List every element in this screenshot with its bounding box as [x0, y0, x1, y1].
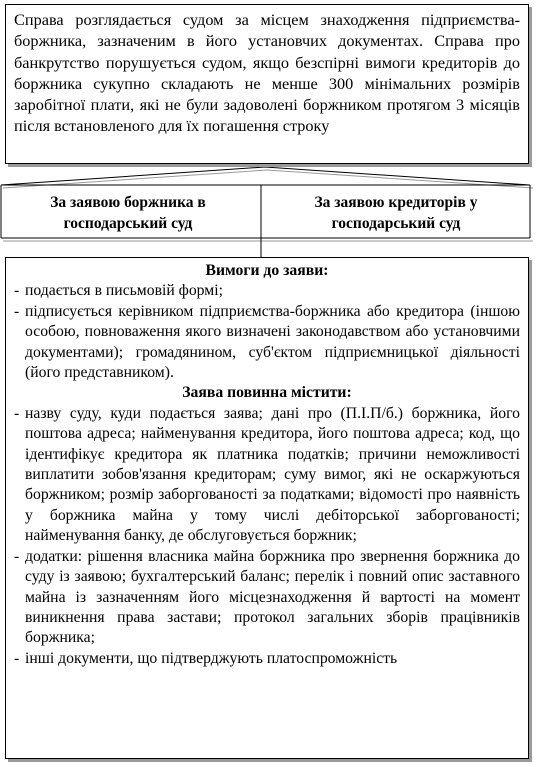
- list-item: - підписується керівником підприємства-боржника або кредитора (іншою особою, повноваження якого визначені законодавством або установчими документами); громадянином, суб'єктом підприємницької діяльності (його представником).: [14, 302, 520, 382]
- list-item: - додатки: рішення власника майна боржника про звернення боржника до суду із заявою; бухгалтерський баланс; перелік і повний опис заставного майна із зазначенням його місцезнаходження й вартості на момент виникнення права застави; протокол загальних зборів працівників боржника;: [14, 547, 520, 647]
- content-list: [14, 404, 520, 669]
- application-requirements-box: [5, 257, 529, 759]
- list-item: - інші документи, що підтверджують платоспроможність: [14, 649, 398, 667]
- requirements-list: [14, 281, 520, 383]
- bankruptcy-conditions-text: Справа розглядається судом за місцем знаходження підприємства-боржника, зазначеним в його установчих документах. Справа про банкрутство порушується судом, якщо безспірні вимоги кредиторів до боржника сукупно складають не менше 300 мінімальних розмірів заробітної плати, які не були задоволені боржником протягом 3 місяців після встановленого для їх погашення строку: [14, 10, 520, 136]
- requirements-heading: Вимоги до заяви:: [205, 262, 329, 279]
- list-item: - подається в письмовій формі;: [14, 282, 223, 300]
- debtor-application-label: За заявою боржника в господарський суд: [50, 194, 206, 232]
- content-heading: Заява повинна містити:: [182, 384, 352, 402]
- creditors-application-label: За заявою кредиторів у господарський суд: [314, 194, 478, 232]
- bankruptcy-conditions-box: [5, 4, 529, 164]
- list-item: - назву суду, куди подається заява; дані про (П.І.П/б.) боржника, його поштова адреса; найменування кредитора, його поштова адреса; код, що ідентифікує кредитора як платника податків; причини неможливості виплатити зобов'язання кредиторам; суму вимог, які не оскаржуються боржником; розмір заборгованості за податками; відомості про наявність у боржника майна у тому числі дебіторської заборгованості; найменування банку, де обслуговується боржник;: [14, 404, 520, 545]
